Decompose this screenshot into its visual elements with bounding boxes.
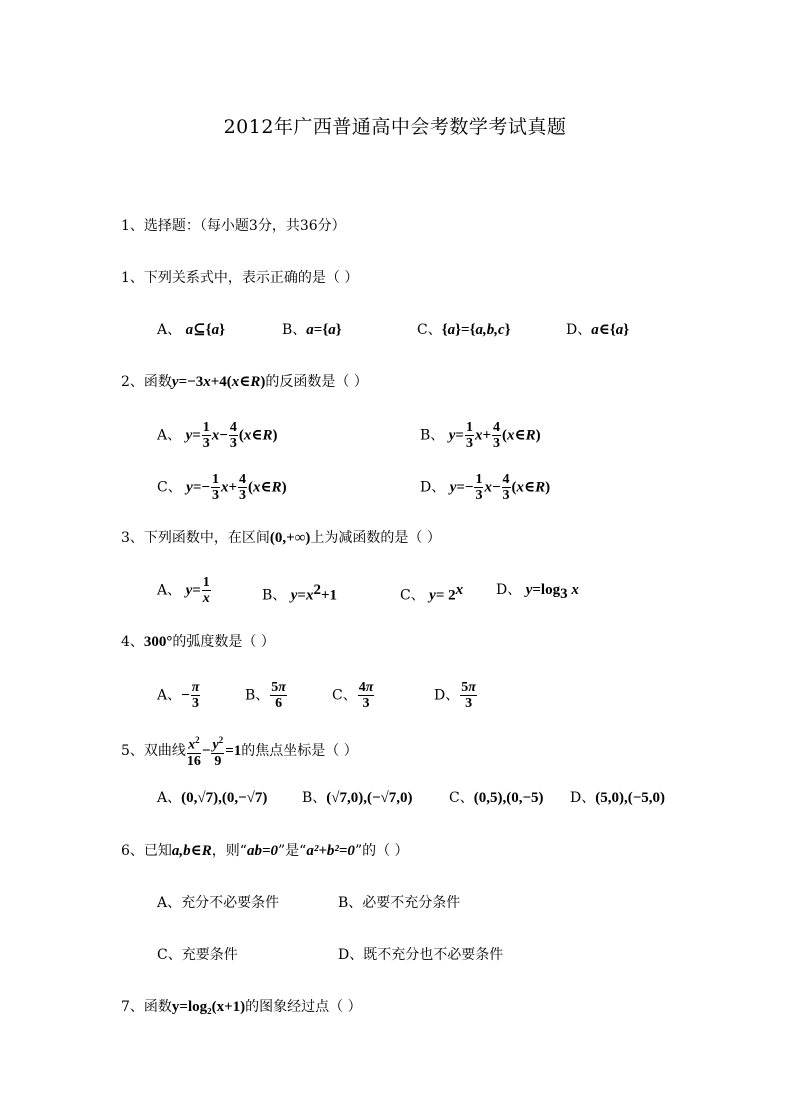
- q5-option-d: D、(5,0),(−5,0): [570, 790, 666, 806]
- q6-option-c: C、充要条件: [157, 947, 238, 963]
- question-4-stem: 4、300°的弧度数是（ ）: [121, 634, 275, 650]
- q5-option-c: C、(0,5),(0,−5): [449, 790, 544, 806]
- q4-option-b: B、 $\frac{5\pi}{6}$: [245, 680, 286, 711]
- q2-option-a: A、 y= $\frac{1}{3}$ x− $\frac{4}{3}$ (x∈R): [157, 420, 278, 451]
- q4-option-a: A、− $\frac{\pi}{3}$: [157, 680, 200, 711]
- question-6-stem: 6、已知a,b∈R，则“ab=0”是“a²+b²=0”的（ ）: [121, 843, 409, 859]
- section-heading: 1、选择题：（每小题3分，共36分）: [121, 218, 346, 234]
- q1-option-c: C、{a}={a,b,c}: [417, 322, 511, 338]
- question-2-stem: 2、函数y=−3x+4(x∈R)的反函数是（ ）: [121, 374, 368, 390]
- q6-option-d: D、既不充分也不必要条件: [338, 947, 504, 963]
- question-5-stem: 5、双曲线 $\frac{x^2}{16}$ − $\frac{y^2}{9}$ =1的焦点坐标是（ ）: [121, 735, 358, 769]
- question-3-stem: 3、下列函数中，在区间(0,+∞)上为减函数的是（ ）: [121, 530, 441, 546]
- q6-option-a: A、充分不必要条件: [157, 895, 280, 911]
- q6-option-b: B、必要不充分条件: [338, 895, 461, 911]
- q2-option-d: D、 y=− $\frac{1}{3}$ x− $\frac{4}{3}$ (x∈R): [420, 472, 551, 503]
- question-7-stem: 7、函数y=log₂(x+1)的图象经过点（ ）: [121, 999, 362, 1015]
- q2-option-c: C、 y=− $\frac{1}{3}$ x+ $\frac{4}{3}$ (x∈R): [157, 472, 287, 503]
- q1-option-b: B、a={a}: [282, 322, 342, 338]
- q1-option-d: D、a∈{a}: [566, 322, 630, 338]
- q3-option-b: B、 $y=x^2+1$: [262, 582, 338, 604]
- q4-option-c: C、 $\frac{4\pi}{3}$: [332, 680, 374, 711]
- q3-option-a: A、 y= $\frac{1}{x}$: [157, 575, 210, 606]
- q5-option-a: A、(0,√7),(0,−√7): [157, 790, 268, 806]
- page-title: 2012年广西普通高中会考数学考试真题: [223, 116, 567, 138]
- q4-option-d: D、 $\frac{5\pi}{3}$: [434, 680, 476, 711]
- q1-option-a: A、 a⊆{a}: [157, 322, 225, 338]
- question-1-stem: 1、下列关系式中，表示正确的是（ ）: [121, 270, 359, 286]
- q3-option-d: D、 $y=\log_3$ x: [496, 582, 579, 602]
- q5-option-b: B、(√7,0),(−√7,0): [302, 790, 413, 806]
- q2-option-b: B、 y= $\frac{1}{3}$ x+ $\frac{4}{3}$ (x∈R): [420, 420, 541, 451]
- q3-option-c: C、 $y= 2^x$: [400, 582, 464, 604]
